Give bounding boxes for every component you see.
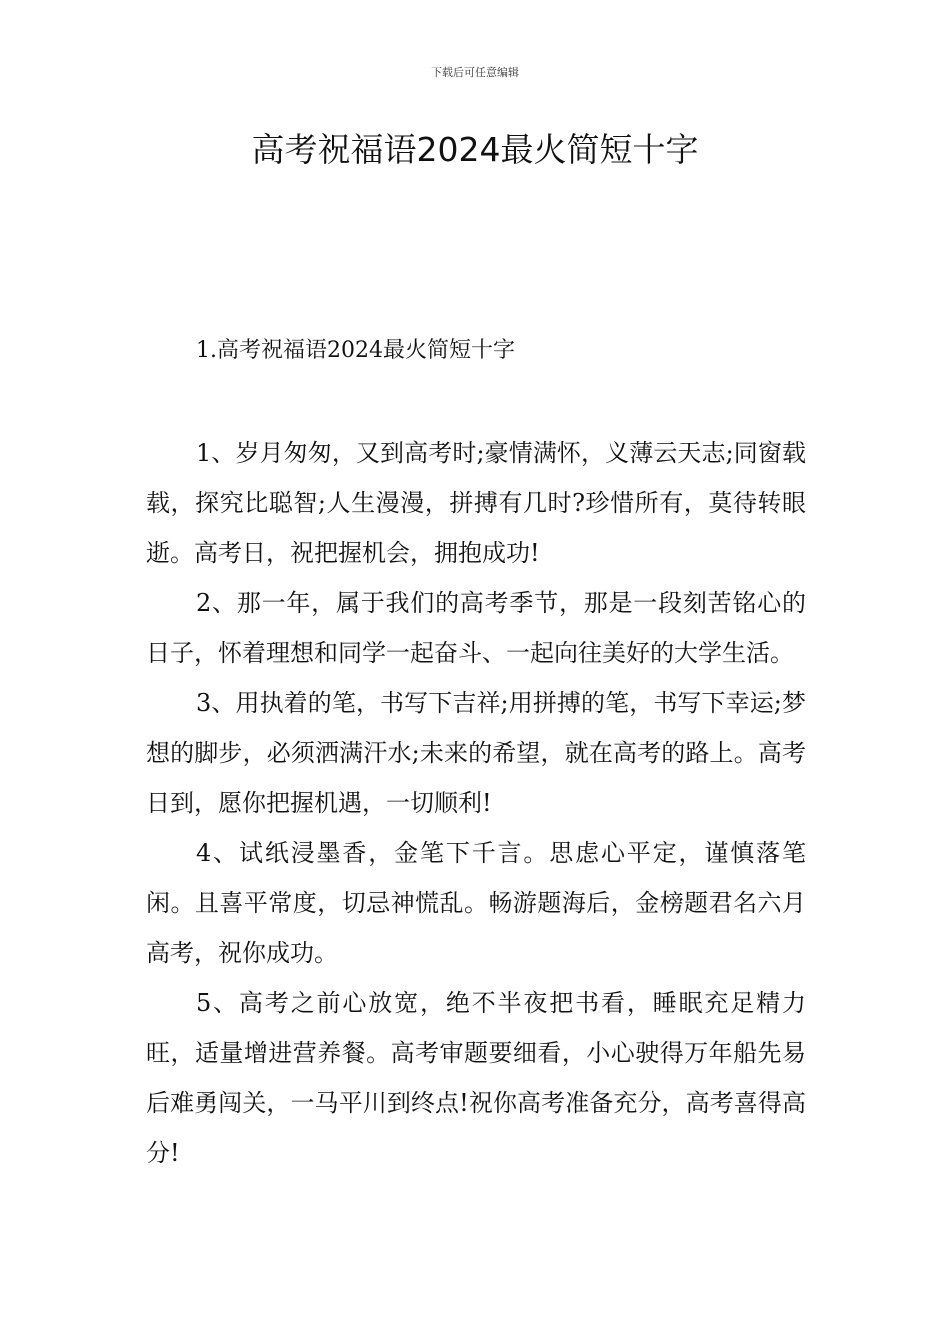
page-header-note: 下载后可任意编辑 [431,66,519,79]
paragraph-4: 4、试纸浸墨香，金笔下千言。思虑心平定，谨慎落笔闲。且喜平常度，切忌神慌乱。畅游题海后，金榜题君名六月高考，祝你成功。 [146,839,806,967]
paragraph-5: 5、高考之前心放宽，绝不半夜把书看，睡眠充足精力旺，适量增进营养餐。高考审题要细看，小心驶得万年船先易后难勇闯关，一马平川到终点!祝你高考准备充分，高考喜得高分! [146,989,806,1167]
paragraph-1: 1、岁月匆匆，又到高考时;豪情满怀，义薄云天志;同窗载载，探究比聪智;人生漫漫，拼搏有几时?珍惜所有，莫待转眼逝。高考日，祝把握机会，拥抱成功! [146,439,806,567]
document-title: 高考祝福语2024最火简短十字 [251,130,699,169]
paragraph-2: 2、那一年，属于我们的高考季节，那是一段刻苦铭心的日子，怀着理想和同学一起奋斗、一起向往美好的大学生活。 [146,589,806,667]
document-body [146,428,806,1178]
paragraph-3: 3、用执着的笔，书写下吉祥;用拼搏的笔，书写下幸运;梦想的脚步，必须洒满汗水;未来的希望，就在高考的路上。高考日到，愿你把握机遇，一切顺利! [146,689,806,817]
section-heading: 1.高考祝福语2024最火简短十字 [196,338,515,363]
